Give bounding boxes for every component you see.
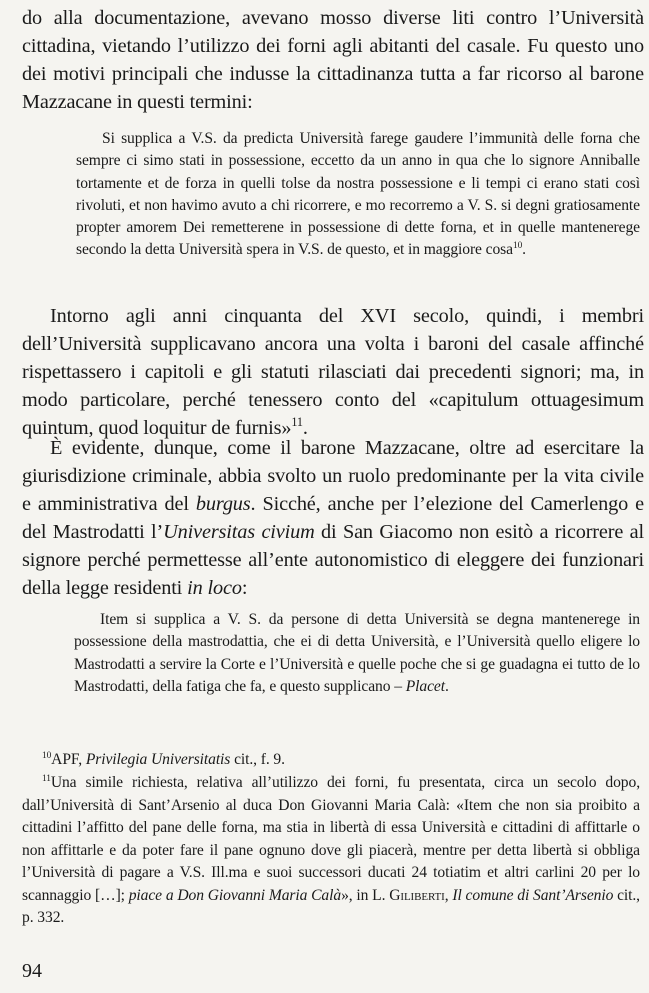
italic-quote: piace a Don Giovanni Maria Calà xyxy=(128,886,342,904)
paragraph-intro: do alla documentazione, avevano mosso diverse liti contro l’Università cittadina, vietando l’utilizzo dei forni agli abitanti del casale. Fu questo uno dei motivi principali che indusse la cittadinanza tutta a far ricorso al barone Mazzacane in questi termini: xyxy=(22,7,644,113)
block-quote-forna: Si supplica a V.S. da predicta Università farege gaudere l’immunità delle forna che sempre ci simo stati in possessione, eccetto da un anno in qua che lo signore Anniballe tortamente et de forza in quelli tolse da nostra possessione e li tempi ci erano stati così rivoluti, et non havimo avuto a chi ricorrere, e mo recorremo a V. S. si degni gratiosamente propter amorem Dei remetterene in possessione di dette forna, et in quelle mantenerege secondo la detta Università spera in V.S. de questo, et in maggiore cosa$^{10}$. xyxy=(76,130,640,259)
italic-placet: Placet xyxy=(405,677,445,695)
footnote-11 xyxy=(22,772,640,930)
text-run: . Sicché, anche per l’elezione del Camerlengo e del Mastrodatti l’ xyxy=(22,493,645,543)
italic-burgus: burgus xyxy=(195,493,251,515)
footnote-10 xyxy=(22,749,640,772)
quote-text: . xyxy=(444,677,449,695)
author-name: Giliberti xyxy=(389,886,445,904)
paragraph-text: Intorno agli anni cinquanta del XVI secolo, quindi, i membri dell’Università supplicavano ancora una volta i baroni del casale affinché rispettassero i capitoli e gli statuti rilasciati dai precedenti signori; ma, in modo particolare, perché tenessero conto del «capitulum ottuagesimum quintum, quod loquitur de furnis» xyxy=(22,305,644,439)
footnote-number: 11 xyxy=(42,773,51,784)
text-run: È evidente, dunque, come il barone Mazzacane, oltre ad esercitare la giurisdizione criminale, abbia svolto un ruolo predominante per la vita civile e amministrativa del xyxy=(22,437,644,515)
footnote-text: , xyxy=(444,886,453,904)
footnote-text: », in L. xyxy=(341,886,390,904)
footnote-number: 10 xyxy=(42,750,52,761)
quote-text: Item si supplica a V. S. da persone di detta Università se degna mantenerege in possessione della mastrodattia, che ei di detta Università, e l’Università quello eligere lo Mastrodatti a servire la Corte e l’Università e quelle poche che si ge guadagna ei tutto de lo Mastrodatti, della fatiga che fa, e questo supplicano – xyxy=(74,611,640,695)
footnote-text: cit., f. 9. xyxy=(230,751,285,768)
footnote-text: cit., p. 332. xyxy=(22,886,640,926)
footnote-text: APF, xyxy=(51,751,86,768)
italic-privilegia: Privilegia Universitatis xyxy=(85,751,231,768)
quote-text: Si supplica a V.S. da predicta Università farege gaudere l’immunità delle forna che sempre ci simo stati in possessione, eccetto da un anno in qua che lo signore Anniballe tortamente et de forza in quelli tolse da nostra possessione e li tempi ci erano stati così rivoluti, et non havimo avuto a chi ricorrere, e mo recorremo a V. S. si degni gratiosamente propter amorem Dei remetterene in possessione di dette forna, et in quelle mantenerege secondo la detta Università spera in V.S. de questo, et in maggiore cosa xyxy=(76,130,640,259)
footnote-ref-10: 10 xyxy=(512,241,523,252)
footnote-text: Una simile richiesta, relativa all’utilizzo dei forni, fu presentata, circa un secolo dopo, dall’Università di Sant’Arsenio al duca Don Giovanni Maria Calà: «Item che non sia proibito a cittadini l’affitto del pane delle forna, ma stia in libertà di essa Università e cittadini di affittarle o non affittarle e da poter fare il pane ognuno dove gli piacerà, mentre per detta libertà si obbliga l’Università di pagare a V.S. Ill.ma e suoi successori ducati 24 totiatim et altri carlini 20 per lo scannaggio […]; xyxy=(22,774,640,904)
text-run: : xyxy=(241,577,248,599)
italic-universitas-civium: Universitas civium xyxy=(163,521,315,543)
paragraph-mazzacane xyxy=(22,434,644,602)
footnote-ref-11: 11 xyxy=(291,415,303,430)
block-quote-mastrodattia xyxy=(74,609,640,698)
text-run: di San Giacomo non esitò a ricorrere al signore perché permettesse all’ente autonomistico di eleggere dei funzionari della legge residenti xyxy=(22,521,644,599)
paragraph-xvi-century: Intorno agli anni cinquanta del XVI secolo, quindi, i membri dell’Università supplicavano ancora una volta i baroni del casale affinché rispettassero i capitoli e gli statuti rilasciati dai precedenti signori; ma, in modo particolare, perché tenessero conto del «capitulum ottuagesimum quintum, quod loquitur de furnis»$^{11}$. xyxy=(22,305,644,439)
italic-book-title: Il comune di Sant’Arsenio xyxy=(452,886,614,904)
italic-in-loco: in loco xyxy=(187,577,242,599)
page-number: 94 xyxy=(22,960,42,982)
